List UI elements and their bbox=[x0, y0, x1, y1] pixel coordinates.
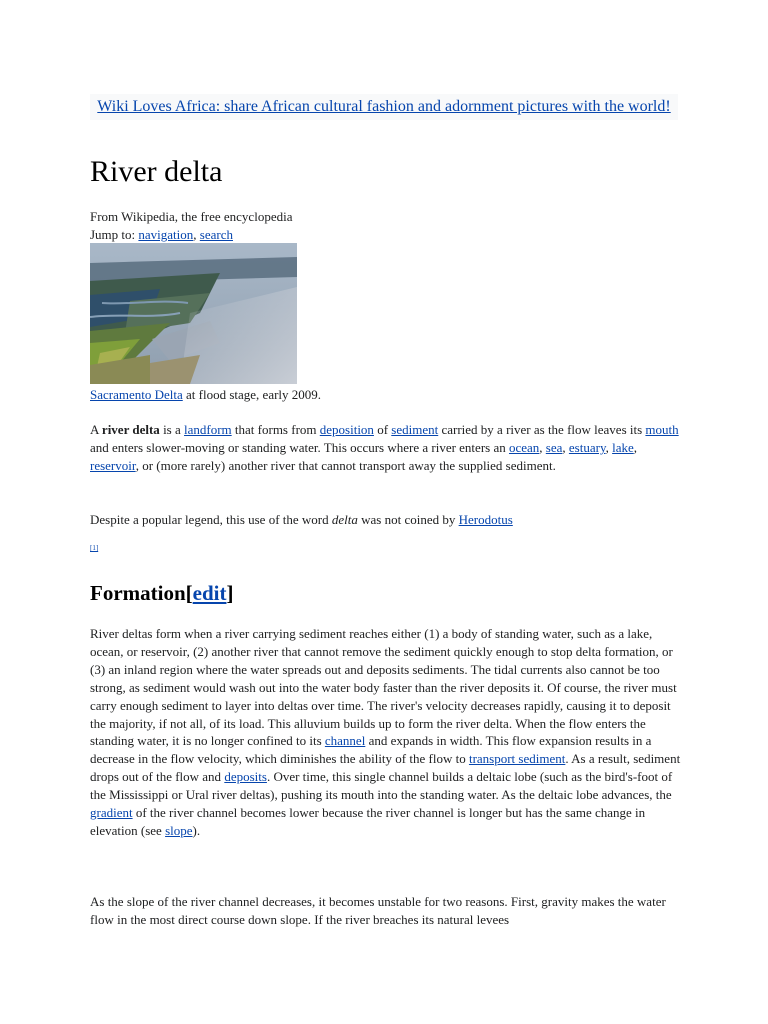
link-reservoir[interactable]: reservoir bbox=[90, 458, 136, 473]
jump-to-label: Jump to: bbox=[90, 227, 136, 242]
link-deposition[interactable]: deposition bbox=[319, 422, 374, 437]
link-lake[interactable]: lake bbox=[612, 440, 634, 455]
edit-section-link[interactable]: edit bbox=[192, 581, 227, 605]
link-transport-sediment[interactable]: transport sediment bbox=[468, 751, 566, 767]
link-sediment[interactable]: sediment bbox=[391, 422, 439, 437]
jump-navigation-link[interactable]: navigation bbox=[138, 227, 194, 242]
link-herodotus[interactable]: Herodotus bbox=[458, 512, 513, 527]
site-notice-link[interactable]: Wiki Loves Africa: share African cultural fashion and adornment pictures with the world! bbox=[97, 98, 671, 115]
jump-search-link[interactable]: search bbox=[199, 227, 233, 242]
formation-paragraph: River deltas form when a river carrying sediment reaches either (1) a body of standing water, such as a lake, ocean, or reservoir, (2) another river that cannot remove the sediment quickly enough to stop delta formation, or (3) an inland region where the water spreads out and deposits sediments. The tidal currents also cannot be too strong, as sediment would wash out into the water body faster than the river deposits it. Of course, the river must carry enough sediment to layer into deltas over time. The river's velocity decreases rapidly, causing it to deposit the majority, if not all, of its load. This alluvium builds up to form the river delta. When the flow enters the standing water, it is no longer confined to its channel and expands in width. This flow expansion results in a decrease in the flow velocity, which diminishes the ability of the flow to transport sediment. As a result, sediment drops out of the flow and deposits. Over time, this single channel builds a deltaic lobe (such as the bird's-foot of the Mississippi or Ural river deltas), pushing its mouth into the standing water. As the deltaic lobe advances, the gradient of the river channel becomes lower because the river channel is longer but has the same change in elevation (see slope). bbox=[90, 626, 681, 838]
link-sea[interactable]: sea bbox=[545, 440, 563, 455]
etymology-paragraph: Despite a popular legend, this use of the word delta was not coined by Herodotus bbox=[90, 512, 513, 527]
link-deposits[interactable]: deposits bbox=[224, 769, 267, 785]
site-subtitle: From Wikipedia, the free encyclopedia bbox=[90, 209, 293, 224]
link-gradient[interactable]: gradient bbox=[90, 805, 133, 821]
link-landform[interactable]: landform bbox=[184, 422, 232, 437]
reference-marker bbox=[90, 544, 98, 552]
site-notice-banner bbox=[90, 94, 678, 120]
link-slope[interactable]: slope bbox=[165, 822, 193, 838]
image-caption: Sacramento Delta at flood stage, early 2009. bbox=[90, 387, 322, 402]
reference-link-1[interactable]: [1] bbox=[90, 544, 99, 552]
delta-aerial-image bbox=[90, 243, 297, 384]
slope-paragraph: As the slope of the river channel decreases, it becomes unstable for two reasons. First, gravity makes the water flow in the most direct course down slope. If the river breaches its natural levees bbox=[90, 894, 666, 927]
link-estuary[interactable]: estuary bbox=[568, 440, 606, 455]
page-title: River delta bbox=[90, 155, 223, 188]
sacramento-delta-photo[interactable] bbox=[90, 243, 297, 384]
caption-sacramento-delta-link[interactable]: Sacramento Delta bbox=[90, 387, 183, 402]
link-channel[interactable]: channel bbox=[324, 733, 366, 749]
link-mouth[interactable]: mouth bbox=[645, 422, 679, 437]
article-meta bbox=[90, 208, 292, 244]
section-heading-formation: Formation[edit] bbox=[90, 581, 234, 605]
jump-to-links: Jump to: navigation, search bbox=[90, 227, 233, 242]
term-delta: delta bbox=[331, 512, 358, 527]
intro-paragraph: A river delta is a landform that forms from deposition of sediment carried by a river as the flow leaves its mouth and enters slower-moving or standing water. This occurs where a river enters an ocean, sea, estuary, lake, reservoir, or (more rarely) another river that cannot transport away the supplied sediment. bbox=[90, 422, 679, 473]
link-ocean[interactable]: ocean bbox=[508, 440, 540, 455]
term-river-delta: river delta bbox=[101, 422, 160, 437]
